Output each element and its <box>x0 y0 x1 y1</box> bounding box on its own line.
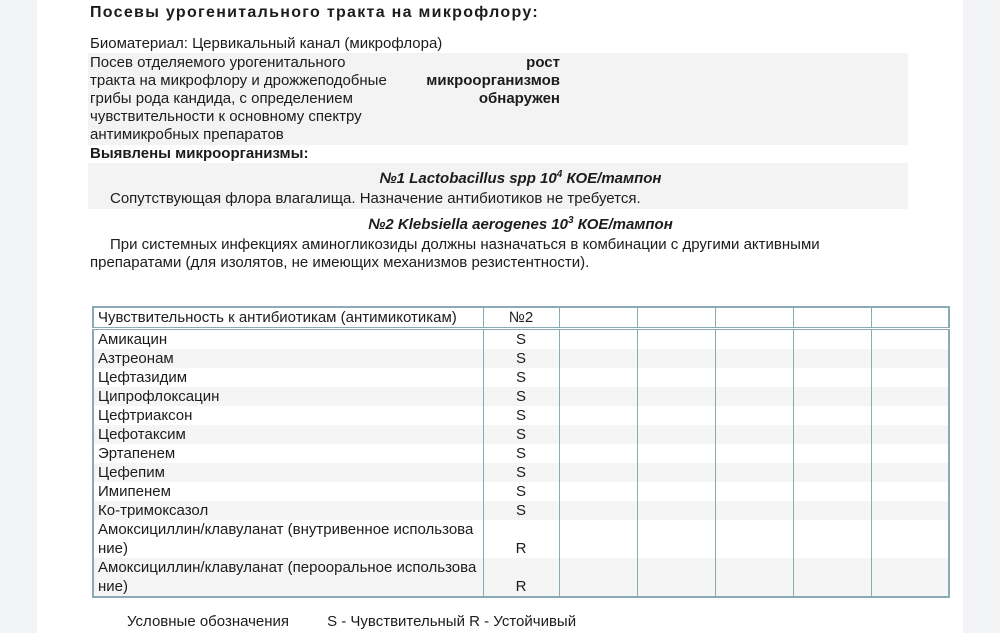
empty-cell <box>715 501 793 520</box>
table-row <box>93 463 949 482</box>
empty-cell <box>793 406 871 425</box>
empty-cell <box>715 425 793 444</box>
sensitivity-table-body <box>93 329 949 598</box>
empty-cell <box>793 463 871 482</box>
organism-2-exponent: 3 <box>568 215 574 226</box>
empty-cell <box>637 558 715 597</box>
report-content <box>88 0 950 633</box>
empty-cell <box>559 387 637 406</box>
organism-2-name <box>88 210 908 236</box>
drug-name-cell: Эртапенем <box>93 444 483 463</box>
drug-name-cell: Цефтриаксон <box>93 406 483 425</box>
header-cell-empty <box>559 307 637 329</box>
empty-cell <box>715 444 793 463</box>
table-row <box>93 349 949 368</box>
drug-name-cell: Азтреонам <box>93 349 483 368</box>
sensitivity-value-cell: S <box>483 368 559 387</box>
culture-description: Посев отделяемого урогенитального тракта на микрофлору и дрожжеподобные грибы рода кандида, с определением чувствительности к основному спектру антимикробных препаратов <box>90 54 387 143</box>
sensitivity-value-cell: R <box>483 520 559 558</box>
empty-cell <box>715 349 793 368</box>
empty-cell <box>559 501 637 520</box>
organism-2-note: При системных инфекциях аминогликозиды должны назначаться в комбинации с другими активными препаратами (для изолятов, не имеющих механизмов резистентности). <box>90 236 820 271</box>
empty-cell <box>793 482 871 501</box>
empty-cell <box>637 349 715 368</box>
empty-cell <box>793 520 871 558</box>
organism-block-2 <box>88 209 908 273</box>
drug-name-cell: Цефтазидим <box>93 368 483 387</box>
header-cell-empty <box>793 307 871 329</box>
empty-cell <box>871 425 949 444</box>
legend <box>127 613 950 631</box>
empty-cell <box>871 387 949 406</box>
sensitivity-table <box>92 306 950 598</box>
legend-codes: S - Чувствительный R - Устойчивый <box>327 613 577 630</box>
empty-cell <box>793 329 871 350</box>
drug-name-cell: Ко-тримоксазол <box>93 501 483 520</box>
table-row <box>93 425 949 444</box>
empty-cell <box>715 368 793 387</box>
empty-cell <box>637 329 715 350</box>
table-row <box>93 444 949 463</box>
organism-1-exponent: 4 <box>556 169 563 180</box>
sensitivity-value-cell: S <box>483 482 559 501</box>
empty-cell <box>871 406 949 425</box>
drug-name-cell: Амикацин <box>93 329 483 350</box>
empty-cell <box>637 406 715 425</box>
empty-cell <box>559 406 637 425</box>
table-row <box>93 368 949 387</box>
empty-cell <box>637 368 715 387</box>
empty-cell <box>637 387 715 406</box>
table-row <box>93 501 949 520</box>
empty-cell <box>715 329 793 350</box>
header-cell-organism: №2 <box>483 307 559 329</box>
empty-cell <box>871 482 949 501</box>
biomaterial-line: Биоматериал: Цервикальный канал (микрофлора) <box>90 35 443 52</box>
drug-name-cell: Амоксициллин/клавуланат (внутривенное использование) <box>93 520 483 558</box>
empty-cell <box>559 444 637 463</box>
table-header-row <box>93 307 949 329</box>
empty-cell <box>715 463 793 482</box>
culture-result: рост микроорганизмов обнаружен <box>426 54 560 107</box>
header-cell-empty <box>871 307 949 329</box>
culture-summary-block <box>88 53 908 145</box>
organism-1-note: Сопутствующая флора влагалища. Назначение антибиотиков не требуется. <box>110 190 641 207</box>
empty-cell <box>871 368 949 387</box>
empty-cell <box>715 558 793 597</box>
organism-2-name-base: №2 Klebsiella aerogenes 10 <box>368 216 569 233</box>
empty-cell <box>637 482 715 501</box>
legend-label: Условные обозначения <box>127 613 290 630</box>
table-row <box>93 558 949 597</box>
drug-name-cell: Ципрофлоксацин <box>93 387 483 406</box>
empty-cell <box>715 482 793 501</box>
header-cell-empty <box>715 307 793 329</box>
empty-cell <box>637 425 715 444</box>
empty-cell <box>793 368 871 387</box>
sensitivity-value-cell: S <box>483 406 559 425</box>
drug-name-cell: Имипенем <box>93 482 483 501</box>
organism-1-name-base: №1 Lactobacillus spp 10 <box>379 170 557 187</box>
empty-cell <box>793 425 871 444</box>
drug-name-cell: Амоксициллин/клавуланат (перооральное использование) <box>93 558 483 597</box>
empty-cell <box>793 501 871 520</box>
table-row <box>93 329 949 350</box>
sensitivity-value-cell: R <box>483 558 559 597</box>
sensitivity-value-cell: S <box>483 463 559 482</box>
sensitivity-value-cell: S <box>483 444 559 463</box>
empty-cell <box>559 425 637 444</box>
empty-cell <box>793 558 871 597</box>
table-row <box>93 520 949 558</box>
empty-cell <box>559 329 637 350</box>
empty-cell <box>871 349 949 368</box>
empty-cell <box>793 387 871 406</box>
empty-cell <box>793 349 871 368</box>
empty-cell <box>637 501 715 520</box>
empty-cell <box>559 463 637 482</box>
organisms-heading: Выявлены микроорганизмы: <box>90 145 309 162</box>
empty-cell <box>559 349 637 368</box>
header-cell-title: Чувствительность к антибиотикам (антимикотикам) <box>93 307 483 329</box>
empty-cell <box>637 444 715 463</box>
table-row <box>93 482 949 501</box>
organism-1-name <box>88 164 908 190</box>
empty-cell <box>871 558 949 597</box>
empty-cell <box>559 558 637 597</box>
empty-cell <box>793 444 871 463</box>
organism-1-name-unit: КОЕ/тампон <box>562 170 662 187</box>
sensitivity-value-cell: S <box>483 387 559 406</box>
empty-cell <box>715 387 793 406</box>
empty-cell <box>637 520 715 558</box>
empty-cell <box>715 520 793 558</box>
empty-cell <box>871 463 949 482</box>
empty-cell <box>871 329 949 350</box>
drug-name-cell: Цефепим <box>93 463 483 482</box>
report-page <box>37 0 963 633</box>
sensitivity-value-cell: S <box>483 329 559 350</box>
empty-cell <box>559 520 637 558</box>
organism-2-name-unit: КОЕ/тампон <box>573 216 673 233</box>
empty-cell <box>559 482 637 501</box>
empty-cell <box>871 520 949 558</box>
report-title: Посевы урогенитального тракта на микрофлору: <box>90 4 539 21</box>
header-cell-empty <box>637 307 715 329</box>
empty-cell <box>871 501 949 520</box>
empty-cell <box>637 463 715 482</box>
empty-cell <box>715 406 793 425</box>
sensitivity-value-cell: S <box>483 501 559 520</box>
table-row <box>93 406 949 425</box>
drug-name-cell: Цефотаксим <box>93 425 483 444</box>
organism-block-1 <box>88 163 908 209</box>
table-row <box>93 387 949 406</box>
empty-cell <box>559 368 637 387</box>
sensitivity-value-cell: S <box>483 425 559 444</box>
sensitivity-value-cell: S <box>483 349 559 368</box>
empty-cell <box>871 444 949 463</box>
